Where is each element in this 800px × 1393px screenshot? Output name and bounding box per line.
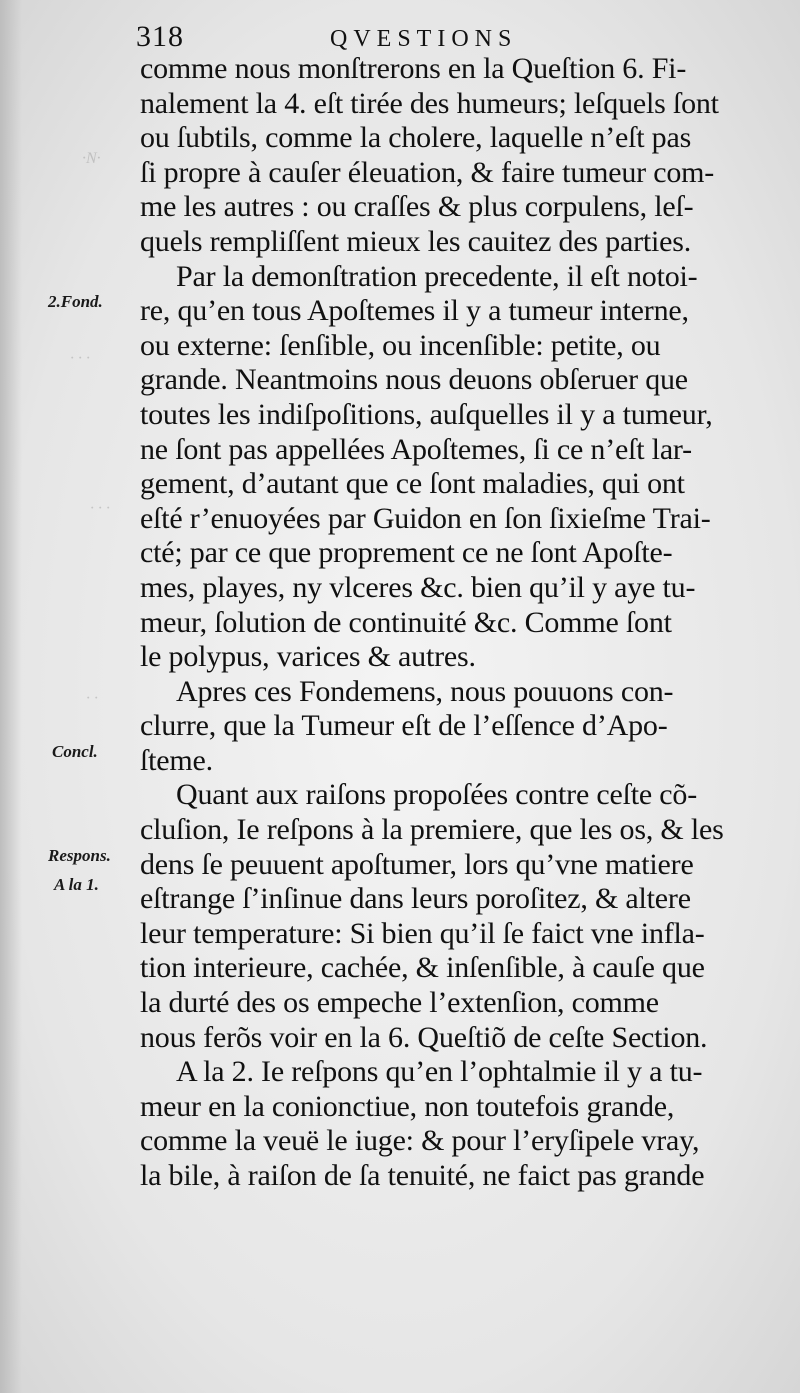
text-line: ſteme. (140, 743, 213, 777)
text-line: ſi propre à cauſer éleuation, & faire tumeur com- (140, 155, 715, 189)
bleed-through-mark: · · · (70, 350, 90, 367)
text-line: Quant aux raiſons propoſées contre ceſte cõ- (176, 778, 697, 812)
text-line: comme la veuë le iuge: & pour l’eryſipele vray, (140, 1124, 700, 1158)
text-line: quels rempliſſent mieux les cauitez des parties. (140, 224, 692, 258)
text-line: clurre, que la Tumeur eſt de l’eſſence d’Apo- (140, 709, 668, 743)
text-line: nalement la 4. eſt tirée des humeurs; leſquels ſont (140, 86, 719, 120)
text-line: meur en la conionctiue, non toutefois grande, (140, 1089, 675, 1123)
text-line: leur temperature: Si bien qu’il ſe faict vne infla- (140, 916, 705, 950)
bleed-through-mark: · · · (90, 500, 110, 517)
text-line: me les autres : ou craſſes & plus corpulens, leſ- (140, 190, 694, 224)
bleed-through-mark: · · (86, 690, 98, 707)
text-line: re, qu’en tous Apoſtemes il y a tumeur interne, (140, 294, 689, 328)
text-line: le polypus, varices & autres. (140, 640, 476, 674)
bleed-through-mark: ·N· (82, 150, 101, 167)
text-line: tion interieure, cachée, & inſenſible, à cauſe que (140, 951, 705, 985)
margin-note-concl: Concl. (52, 742, 98, 761)
text-line: Par la demonſtration precedente, il eſt notoi- (176, 259, 698, 293)
body-text (140, 52, 770, 1194)
text-line: la durté des os empeche l’extenſion, comme (140, 986, 659, 1020)
text-line: meur, ſolution de continuité &c. Comme ſont (140, 605, 672, 639)
text-line: cluſion, Ie reſpons à la premiere, que les os, & les (140, 813, 724, 847)
text-line: Apres ces Fondemens, nous pouuons con- (176, 674, 674, 708)
text-line: la bile, à raiſon de ſa tenuité, ne faict pas grande (140, 1159, 705, 1192)
text-line: nous ferõs voir en la 6. Queſtiõ de ceſte Section. (140, 1020, 708, 1054)
text-line: grande. Neantmoins nous deuons obſeruer que (140, 363, 688, 397)
running-head: QVESTIONS (330, 26, 518, 52)
text-line: ne ſont pas appellées Apoſtemes, ſi ce n’eſt lar- (140, 432, 692, 466)
margin-note-a-la-1: A la 1. (54, 875, 99, 894)
margin-notes (0, 0, 135, 1393)
text-line: eſté r’enuoyées par Guidon en ſon ſixieſme Trai- (140, 501, 711, 535)
text-line: gement, d’autant que ce ſont maladies, qui ont (140, 467, 685, 501)
text-line: eſtrange ſ’inſinue dans leurs poroſitez, & altere (140, 882, 691, 916)
margin-note-fond: 2.Fond. (48, 292, 103, 311)
text-line: comme nous monſtrerons en la Queſtion 6. Fi- (140, 52, 687, 85)
text-line: ou ſubtils, comme la cholere, laquelle n’eſt pas (140, 121, 692, 155)
margin-note-respons: Respons. (48, 846, 111, 865)
text-line: ou externe: ſenſible, ou incenſible: petite, ou (140, 328, 661, 362)
text-line: toutes les indiſpoſitions, auſquelles il y a tumeur, (140, 397, 713, 431)
text-line: mes, playes, ny vlceres &c. bien qu’il y aye tu- (140, 570, 696, 604)
page-number: 318 (136, 20, 184, 53)
text-line: A la 2. Ie reſpons qu’en l’ophtalmie il y a tu- (176, 1055, 703, 1089)
text-line: cté; par ce que proprement ce ne ſont Apoſte- (140, 536, 673, 570)
text-line: dens ſe peuuent apoſtumer, lors qu’vne matiere (140, 847, 694, 881)
